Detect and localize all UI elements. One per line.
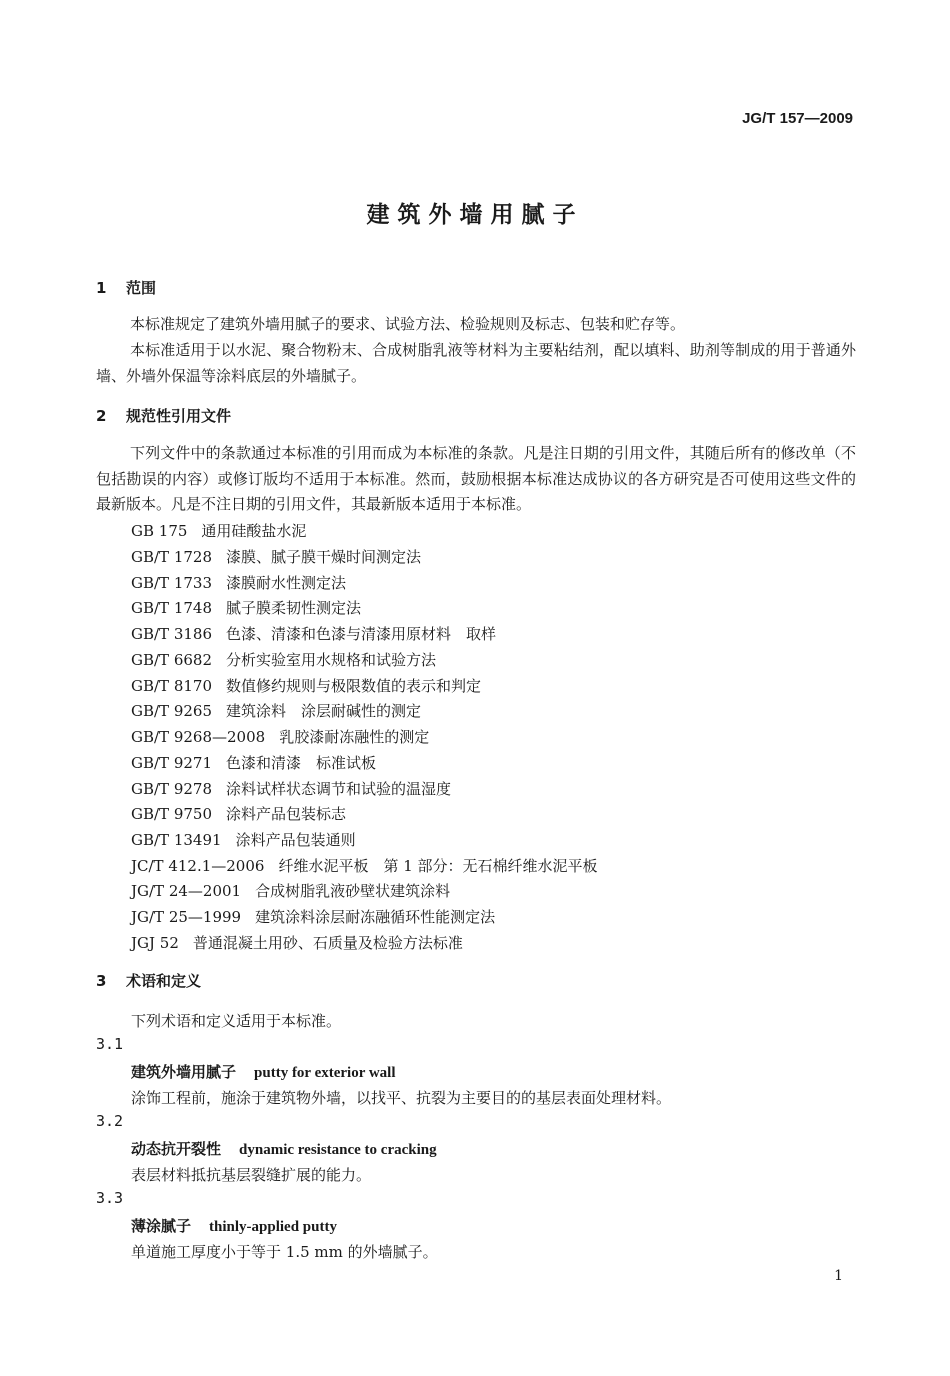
term-cn: 建筑外墙用腻子 xyxy=(131,1063,237,1081)
reference-name: 纤维水泥平板 第 1 部分：无石棉纤维水泥平板 xyxy=(278,857,598,875)
reference-name: 合成树脂乳液砂壁状建筑涂料 xyxy=(255,882,451,900)
reference-name: 涂料产品包装通则 xyxy=(235,831,356,849)
reference-name: 普通混凝土用砂、石质量及检验方法标准 xyxy=(192,934,463,952)
reference-code: JC/T 412.1—2006 xyxy=(131,857,265,875)
term-definition: 表层材料抵抗基层裂缝扩展的能力。 xyxy=(131,1166,372,1184)
section-1-paragraph-2: 本标准适用于以水泥、聚合物粉末、合成树脂乳液等材料为主要粘结剂，配以填料、助剂等制成的用于普通外墙、外墙外保温等涂料底层的外墙腻子。 xyxy=(96,341,856,385)
term-heading xyxy=(131,1061,396,1082)
reference-name: 腻子膜柔韧性测定法 xyxy=(226,599,362,617)
term-number: 3.2 xyxy=(96,1112,124,1130)
reference-name: 漆膜、腻子膜干燥时间测定法 xyxy=(226,548,422,566)
reference-item xyxy=(131,855,598,876)
reference-item xyxy=(131,906,495,927)
reference-code: GB/T 9278 xyxy=(131,780,213,798)
term-number: 3.3 xyxy=(96,1189,124,1207)
page-number: 1 xyxy=(834,1268,843,1284)
section-3-intro: 下列术语和定义适用于本标准。 xyxy=(131,1012,342,1030)
section-3-heading xyxy=(96,970,201,991)
reference-item xyxy=(131,778,451,799)
reference-code: GB/T 9271 xyxy=(131,754,213,772)
reference-code: JGJ 52 xyxy=(131,934,179,952)
reference-code: JG/T 25—1999 xyxy=(131,908,242,926)
reference-code: GB/T 8170 xyxy=(131,677,213,695)
reference-name: 建筑涂料 涂层耐碱性的测定 xyxy=(226,702,422,720)
reference-item xyxy=(131,649,436,670)
reference-code: GB/T 6682 xyxy=(131,651,213,669)
reference-name: 建筑涂料涂层耐冻融循环性能测定法 xyxy=(255,908,496,926)
section-number: 3 xyxy=(96,972,107,990)
reference-item xyxy=(131,829,356,850)
section-title: 规范性引用文件 xyxy=(126,407,232,425)
section-1-heading xyxy=(96,277,156,298)
reference-name: 通用硅酸盐水泥 xyxy=(201,522,307,540)
document-title: 建筑外墙用腻子 xyxy=(366,202,584,228)
reference-item xyxy=(131,880,450,901)
reference-item xyxy=(131,700,421,721)
section-2-heading xyxy=(96,405,231,426)
term-cn: 薄涂腻子 xyxy=(131,1217,192,1235)
reference-code: JG/T 24—2001 xyxy=(131,882,242,900)
reference-code: GB/T 9265 xyxy=(131,702,213,720)
reference-code: GB/T 1728 xyxy=(131,548,213,566)
section-number: 2 xyxy=(96,407,107,425)
reference-name: 分析实验室用水规格和试验方法 xyxy=(226,651,437,669)
reference-item xyxy=(131,675,481,696)
section-title: 术语和定义 xyxy=(126,972,202,990)
section-2-intro: 下列文件中的条款通过本标准的引用而成为本标准的条款。凡是注日期的引用文件，其随后所有的修改单（不包括勘误的内容）或修订版均不适用于本标准。然而，鼓励根据本标准达成协议的各方研究是否可使用这些文件的最新版本。凡是不注日期的引用文件，其最新版本适用于本标准。 xyxy=(96,444,856,513)
reference-code: GB/T 1733 xyxy=(131,574,213,592)
standard-code: JG/T 157—2009 xyxy=(742,110,853,127)
reference-code: GB 175 xyxy=(131,522,188,540)
term-number: 3.1 xyxy=(96,1035,124,1053)
reference-name: 色漆和清漆 标准试板 xyxy=(226,754,377,772)
reference-item xyxy=(131,726,429,747)
reference-name: 漆膜耐水性测定法 xyxy=(226,574,347,592)
reference-name: 数值修约规则与极限数值的表示和判定 xyxy=(226,677,482,695)
reference-code: GB/T 9268—2008 xyxy=(131,728,266,746)
reference-name: 涂料试样状态调节和试验的温湿度 xyxy=(226,780,452,798)
term-definition: 涂饰工程前，施涂于建筑物外墙，以找平、抗裂为主要目的的基层表面处理材料。 xyxy=(131,1089,672,1107)
reference-item xyxy=(131,597,361,618)
reference-code: GB/T 3186 xyxy=(131,625,213,643)
section-1-paragraph-1: 本标准规定了建筑外墙用腻子的要求、试验方法、检验规则及标志、包装和贮存等。 xyxy=(130,315,686,333)
reference-code: GB/T 13491 xyxy=(131,831,222,849)
reference-item xyxy=(131,803,346,824)
reference-item xyxy=(131,520,306,541)
section-title: 范围 xyxy=(126,279,157,297)
term-definition: 单道施工厚度小于等于 1.5 mm 的外墙腻子。 xyxy=(131,1243,438,1261)
reference-code: GB/T 9750 xyxy=(131,805,213,823)
reference-name: 乳胶漆耐冻融性的测定 xyxy=(279,728,430,746)
term-en: dynamic resistance to cracking xyxy=(239,1142,437,1158)
term-cn: 动态抗开裂性 xyxy=(131,1140,222,1158)
section-number: 1 xyxy=(96,279,107,297)
reference-name: 色漆、清漆和色漆与清漆用原材料 取样 xyxy=(226,625,497,643)
reference-item xyxy=(131,572,346,593)
term-heading xyxy=(131,1215,337,1236)
reference-code: GB/T 1748 xyxy=(131,599,213,617)
reference-item xyxy=(131,932,463,953)
reference-item xyxy=(131,546,421,567)
term-en: putty for exterior wall xyxy=(254,1065,396,1081)
term-heading xyxy=(131,1138,437,1159)
reference-item xyxy=(131,623,496,644)
reference-item xyxy=(131,752,376,773)
term-en: thinly-applied putty xyxy=(209,1219,337,1235)
reference-name: 涂料产品包装标志 xyxy=(226,805,347,823)
